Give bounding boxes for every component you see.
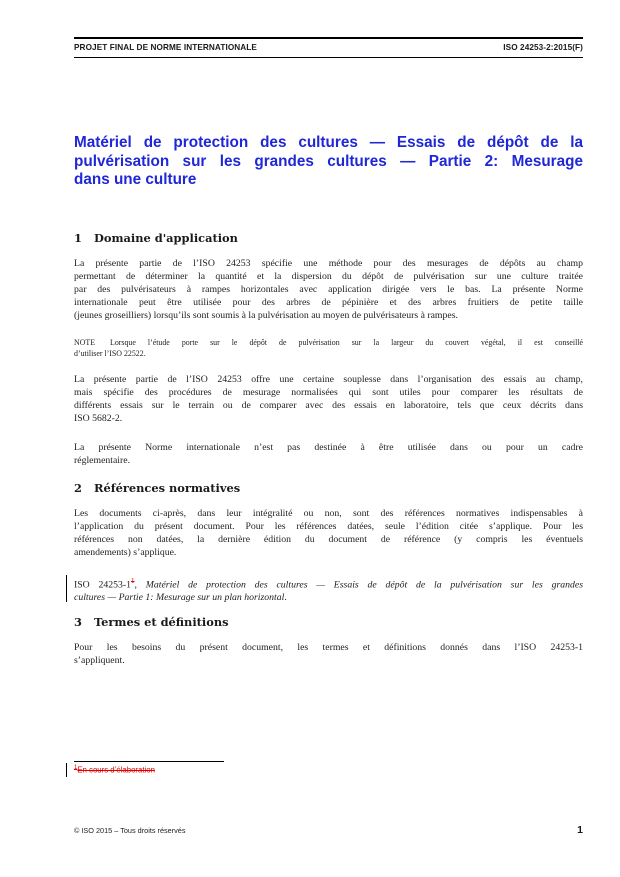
reference-code: ISO 24253-1 [74,579,132,591]
footnote-mark: 1 [74,765,78,771]
text-line: La présente partie de l’ISO 24253 offre une certaine souplesse dans l’organisation des essais au champ, [74,374,583,385]
revision-bar [66,575,67,602]
copyright: © ISO 2015 – Tous droits réservés [74,826,186,835]
top-rule [74,37,583,39]
text-line: par des pulvérisateurs à rampes horizontales avec application dirigée vers le bas. La présente Norme [74,283,583,295]
text-line: La présente partie de l’ISO 24253 spécifie une méthode pour des mesurages de dépôts au champ [74,258,583,269]
sec1-paragraph-2 [74,374,583,426]
text-line: Lorsque l’étude porte sur le dépôt de pulvérisation sur la largeur du couvert végétal, il est conseillé [110,338,583,347]
title-line: pulvérisation sur les grandes cultures — Partie 2: Mesurage [74,152,583,170]
title-line: Matériel de protection des cultures — Essais de dépôt de la [74,134,583,151]
section-number: 3 [74,615,82,629]
title-line: dans une culture [74,171,197,188]
document-title [74,134,583,190]
text-line: (jeunes groseilliers) lorsqu’ils sont soumis à la pulvérisation au moyen de pulvérisateurs à rampes. [74,309,458,321]
section-title: Domaine d'application [94,231,238,245]
page-footer [74,824,583,838]
note-label: NOTE [74,338,96,347]
section-1-heading [74,231,238,245]
text-line: internationale peut être utilisée pour des arbres de pépinière et des arbres fruitiers de petite taille [74,296,583,308]
sec2-paragraph-1 [74,508,583,560]
normative-reference: ISO $24253-1^1$, Matériel de protection des cultures — Essais de dépôt de la pulvérisation sur les grandes cultures — Partie 1: Mesurage sur un plan horizontal. [74,577,583,604]
header-reference: ISO 24253-2:2015(F) [503,43,583,52]
reference-end: . [284,592,287,604]
text-line: références non datées, la dernière édition du document de référence (y compris les éventuels [74,533,583,545]
text-line: différents essais sur le terrain ou de comparer avec des essais en laboratoire, tels que ceux décrits dans [74,399,583,411]
text-line: La présente Norme internationale n’est pas destinée à être utilisée dans ou pour un cadre [74,442,583,453]
text-line: ISO 5682-2. [74,412,123,424]
section-2-heading [74,481,240,495]
footnote [74,765,155,775]
sec1-paragraph-1 [74,258,583,323]
text-line: permettant de déterminer la quantité et la dispersion du dépôt de pulvérisation sur une culture traitée [74,270,583,282]
footnote-rule [74,761,224,762]
note [74,338,583,359]
section-number: 2 [74,481,82,495]
footnote-text: En cours d’élaboration [77,765,155,775]
section-title: Références normatives [94,481,241,495]
reference-title: cultures — Partie 1: Mesurage sur un plan horizontal [74,592,285,604]
header-rule [74,57,583,58]
text-line: Pour les besoins du présent document, les termes et définitions donnés dans l’ISO 24253-1 [74,642,583,653]
text-line: Les documents ci-après, dans leur intégralité ou non, sont des références normatives indispensables à [74,508,583,519]
text-line: amendements) s’applique. [74,546,177,558]
sec1-paragraph-3 [74,442,583,468]
sec3-paragraph-1 [74,642,583,668]
section-3-heading [74,615,229,629]
section-title: Termes et définitions [94,615,229,629]
text-line: l’application du présent document. Pour les références datées, seule l’édition citée s’applique. Pour les [74,520,583,532]
revision-bar [66,763,67,777]
footnote-mark: 1 [131,577,135,585]
page-number: 1 [577,824,583,836]
text-line: d’utiliser l’ISO 22522. [74,348,146,358]
text-line: s’appliquent. [74,654,125,666]
text-line: mais spécifie des procédures de mesurage normalisées qui sont utiles pour comparer les résultats de [74,386,583,398]
reference-title: Matériel de protection des cultures — Essais de dépôt de la pulvérisation sur les grandes [145,579,583,591]
section-number: 1 [74,231,82,245]
text-line: réglementaire. [74,454,131,466]
page-header [74,43,583,57]
header-status: PROJET FINAL DE NORME INTERNATIONALE [74,43,257,52]
